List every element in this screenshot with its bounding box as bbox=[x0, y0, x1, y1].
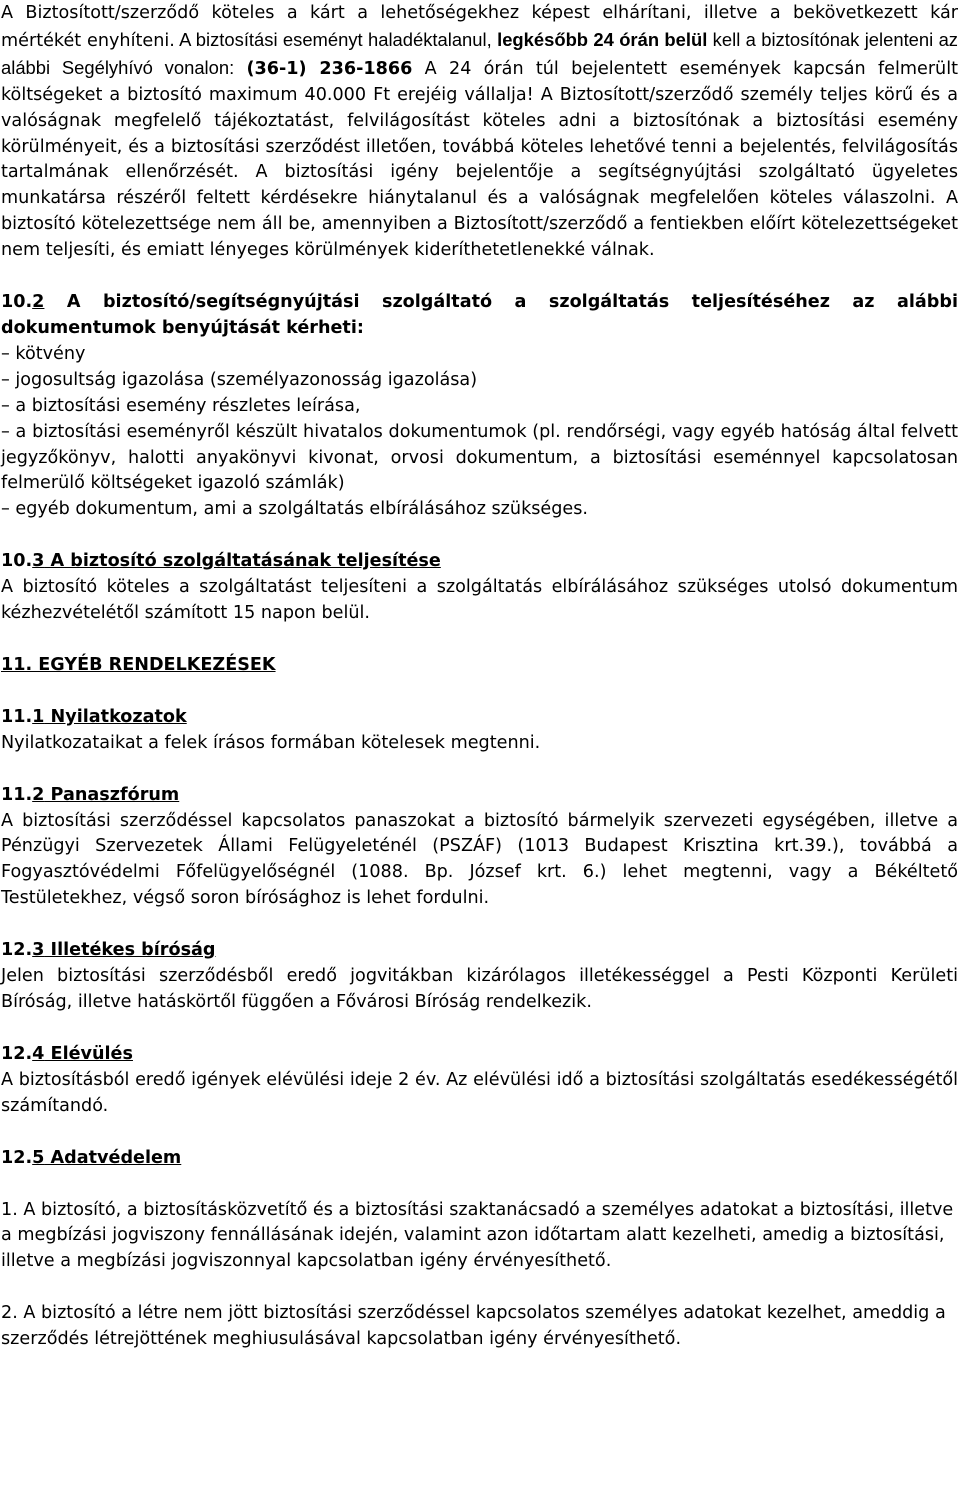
section-11-2-text: A biztosítási szerződéssel kapcsolatos panaszokat a biztosító bármelyik szervezeti egységében, illetve a Pénzügyi Szervezetek Állami Felügyeleténél (PSZÁF) (1013 Budapest Krisztina krt.39.), továbbá a Fogyasztóvédelmi Főfelügyelőségnél (1088. Bp. József krt. 6.) lehet megtenni, vagy a Békéltető Testületekhez, végső soron bírósághoz is lehet fordulni. bbox=[1, 810, 958, 909]
section-11-1-heading: 11.1 Nyilatkozatok bbox=[1, 706, 187, 727]
section-12-4-text: A biztosításból eredő igények elévülési ideje 2 év. Az elévülési idő a biztosítási szolgáltatás esedékességétől számítandó. bbox=[1, 1069, 958, 1116]
section-11-1-text: Nyilatkozataikat a felek írásos formában kötelesek megtenni. bbox=[1, 732, 541, 753]
hotline-phone: (36-1) 236-1866 bbox=[246, 58, 413, 79]
section-10-2-heading: 10.2 A biztosító/segítségnyújtási szolgáltató a szolgáltatás teljesítéséhez az alábbi dokumentumok benyújtását kérheti: bbox=[1, 292, 958, 338]
section-12-4-heading: 12.4 Elévülés bbox=[1, 1043, 133, 1064]
list-item: – a biztosítási eseményről készült hivatalos dokumentumok (pl. rendőrségi, vagy egyéb hatóság által felvett jegyzőkönyv, halotti anyakönyvi kivonat, orvosi dokumentum, a biztosítási eseménnyel kapcsolatosan felmerülő költségeket igazoló számlák) bbox=[1, 421, 958, 494]
intro-deadline: legkésőbb 24 órán belül bbox=[497, 28, 708, 50]
intro-sentence-3: A 24 órán túl bejelentett események kapcsán felmerült költségeket a biztosító maximum 40.000 Ft erejéig vállalja! bbox=[1, 58, 958, 105]
document-list bbox=[1, 342, 958, 523]
list-item: – a biztosítási esemény részletes leírása, bbox=[1, 395, 361, 416]
section-12-3-text: Jelen biztosítási szerződésből eredő jogvitákban kizárólagos illetékességgel a Pesti Központi Kerületi Bíróság, illetve hatáskörtől függően a Fővárosi Bíróság rendelkezik. bbox=[1, 966, 958, 1012]
section-12-5-paragraph-2: 2. A biztosító a létre nem jött biztosítási szerződéssel kapcsolatos személyes adatokat kezelhet, ameddig a szerződés létrejöttének meghiusulásával kapcsolatban igény érvényesíthető. bbox=[1, 1303, 946, 1350]
section-12-5-paragraph-1: 1. A biztosító, a biztosításközvetítő és a biztosítási szaktanácsadó a személyes adatokat a biztosítási, illetve a megbízási jogviszony fennállásának idején, valamint azon időtartam alatt kezelheti, amedig a biztosítási, illetve a megbízási jogviszonnyal kapcsolatban igény érvényesíthető. bbox=[1, 1199, 954, 1272]
section-12-3-heading: 12.3 Illetékes bíróság bbox=[1, 940, 216, 961]
intro-sentence-2-suffix: kell a biztosítónak jelenteni az alábbi Segélyhívó vonalon: bbox=[1, 28, 958, 78]
list-item: – jogosultság igazolása (személyazonosság igazolása) bbox=[1, 369, 478, 390]
intro-paragraph bbox=[1, 0, 958, 264]
section-12-5-heading: 12.5 Adatvédelem bbox=[1, 1147, 182, 1168]
intro-sentence-4: A Biztosított/szerződő személy teljes körű és a valóságnak megfelelő tájékoztatást, felvilágosítást köteles adni a biztosítónak a biztosítási esemény körülményeit, és a biztosítási szerződést illetően, továbbá köteles lehetővé tenni a bejelentés, felvilágosítás tartalmának ellenőrzését. A biztosítási igény bejelentője a segítségnyújtási szolgáltató ügyeletes munkatársa részéről feltett kérdésekre hiánytalanul és a valóságnak megfelelően köteles válaszolni. A biztosító kötelezettsége nem áll be, amennyiben a Biztosított/szerződő a fentiekben előírt kötelezettségeket nem teljesíti, és emiatt lényeges körülmények kideríthetetlenekké válnak. bbox=[1, 84, 958, 261]
section-11-2-heading: 11.2 Panaszfórum bbox=[1, 784, 180, 805]
list-item: – kötvény bbox=[1, 343, 86, 364]
intro-sentence-1: A Biztosított/szerződő köteles a kárt a lehetőségekhez képest elhárítani, illetve a bekövetkezett kár mértékét enyhíteni. bbox=[1, 3, 958, 51]
intro-sentence-2-prefix: A biztosítási eseményt haladéktalanul, bbox=[174, 28, 498, 50]
section-11-heading: 11. EGYÉB RENDELKEZÉSEK bbox=[1, 654, 276, 675]
section-10-3-text: A biztosító köteles a szolgáltatást teljesíteni a szolgáltatás elbírálásához szükséges utolsó dokumentum kézhezvételétől számított 15 napon belül. bbox=[1, 577, 958, 624]
list-item: – egyéb dokumentum, ami a szolgáltatás elbírálásához szükséges. bbox=[1, 499, 589, 520]
section-10-3-heading: 10.3 A biztosító szolgáltatásának teljesítése bbox=[1, 551, 441, 572]
